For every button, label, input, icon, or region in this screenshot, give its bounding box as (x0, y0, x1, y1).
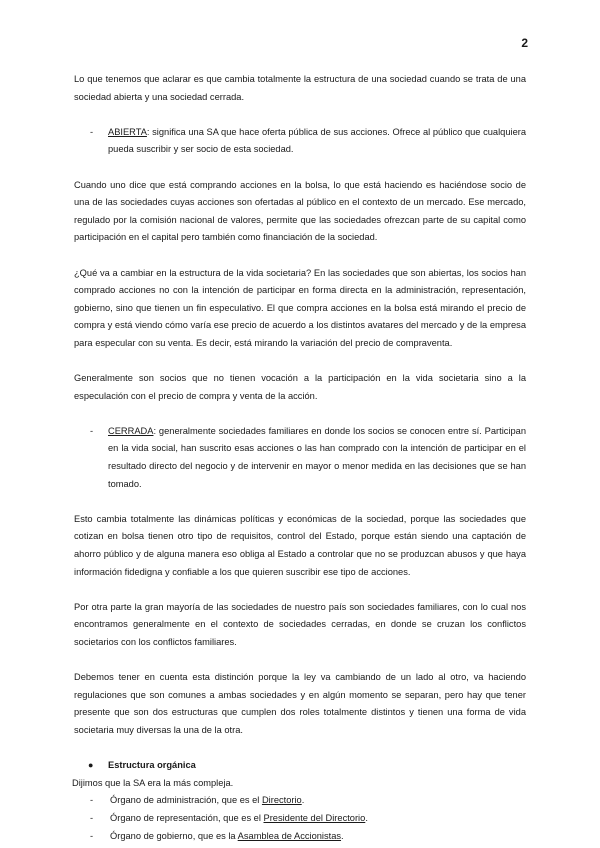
organ-suffix: . (341, 830, 344, 841)
paragraph-distincion: Debemos tener en cuenta esta distinción porque la ley va cambiando de un lado al otro, va haciendo regulaciones que son comunes a ambas sociedades y en algún momento se separan, pero hay que tener presente que son dos estructuras que cumplen dos roles totalmente distintos y tienen una forma de vida societaria muy diversas la una de la otra. (74, 672, 526, 735)
organ-text (110, 792, 304, 810)
page-number: 2 (521, 36, 528, 50)
bullet-icon: ● (88, 760, 94, 771)
organ-prefix: Órgano de representación, que es el (110, 812, 264, 823)
dash-marker: - (90, 795, 94, 806)
list-item-cerrada (90, 423, 526, 493)
cerrada-definition (108, 423, 526, 493)
dash-marker: - (90, 812, 94, 823)
organ-prefix: Órgano de administración, que es el (110, 795, 262, 806)
list-item (90, 792, 526, 810)
list-item (90, 810, 526, 828)
dash-marker: - (90, 425, 94, 436)
abierta-definition (108, 124, 526, 159)
directorio-link[interactable]: Directorio (261, 795, 302, 806)
paragraph-estructura: ¿Qué va a cambiar en la estructura de la vida societaria? En las sociedades que son abiertas, los socios han comprado acciones no con la intención de participar en forma directa en la administración, representación, gobierno, sino que tienen un fin especulativo. El que compra acciones en la bolsa está mirando el precio de compra y está viendo cómo varía ese precio de acuerdo a los distintos avatares del mercado y de la empresa para especular con su venta. Es decir, está mirando la variación del precio de compraventa. (74, 267, 526, 348)
cerrada-text: : generalmente sociedades familiares en donde los socios se conocen entre sí. Participan en la vida social, han suscrito esas acciones o las han comprado con la intención de participar en el resultado directo del negocio y de intervenir en mayor o menor medida en las decisiones que se han tomado. (108, 425, 526, 489)
paragraph-bolsa: Cuando uno dice que está comprando acciones en la bolsa, lo que está haciendo es haciéndose socio de una de las sociedades cuyas acciones son ofertadas al público en el contexto de un mercado. Ese mercado, regulado por la comisión nacional de valores, permite que las sociedades ofrezcan parte de su capital como participación en el capital pero también como financiación de la sociedad. (74, 179, 526, 243)
paragraph-familiares: Por otra parte la gran mayoría de las sociedades de nuestro país son sociedades familiares, con lo cual nos encontramos generalmente en el contexto de sociedades cerradas, en donde se cruzan los conflictos societarios con los conflictos familiares. (74, 601, 526, 647)
section-heading-text: Estructura orgánica (108, 760, 196, 771)
term-cerrada: CERRADA (108, 425, 154, 436)
abierta-text: : significa una SA que hace oferta pública de sus acciones. Ofrece al público que cualquiera pueda suscribir y ser socio de esta sociedad. (108, 126, 526, 155)
asamblea-link[interactable]: Asamblea de Accionistas (237, 830, 342, 841)
organ-suffix: . (301, 795, 305, 806)
list-item-abierta (90, 124, 526, 159)
organ-suffix: . (365, 812, 368, 823)
section-heading (88, 757, 526, 775)
organs-list (90, 792, 526, 845)
organ-prefix: Órgano de gobierno, que es la (110, 830, 238, 841)
list-item (90, 828, 526, 846)
term-abierta: ABIERTA (108, 126, 147, 137)
list-intro: Dijimos que la SA era la más compleja. (72, 777, 234, 788)
document-body (74, 71, 526, 845)
dash-marker: - (90, 126, 94, 137)
paragraph-socios: Generalmente son socios que no tienen vocación a la participación en la vida societaria sino a la especulación con el precio de compra y venta de la acción. (74, 373, 526, 401)
organ-text (110, 810, 368, 828)
organ-text (110, 828, 344, 846)
paragraph-intro: Lo que tenemos que aclarar es que cambia totalmente la estructura de una sociedad cuando se trata de una sociedad abierta y una sociedad cerrada. (74, 74, 526, 102)
dash-marker: - (90, 830, 94, 841)
presidente-link[interactable]: Presidente del Directorio (263, 812, 366, 823)
paragraph-dinamicas: Esto cambia totalmente las dinámicas políticas y económicas de la sociedad, porque las sociedades que cotizan en bolsa tienen otro tipo de requisitos, control del Estado, porque están siendo una captación de ahorro público y de alguna manera eso obliga al Estado a controlar que no se produzcan abusos y que haya información fidedigna y confiable a los que quieren suscribir ese tipo de acciones. (74, 513, 526, 577)
